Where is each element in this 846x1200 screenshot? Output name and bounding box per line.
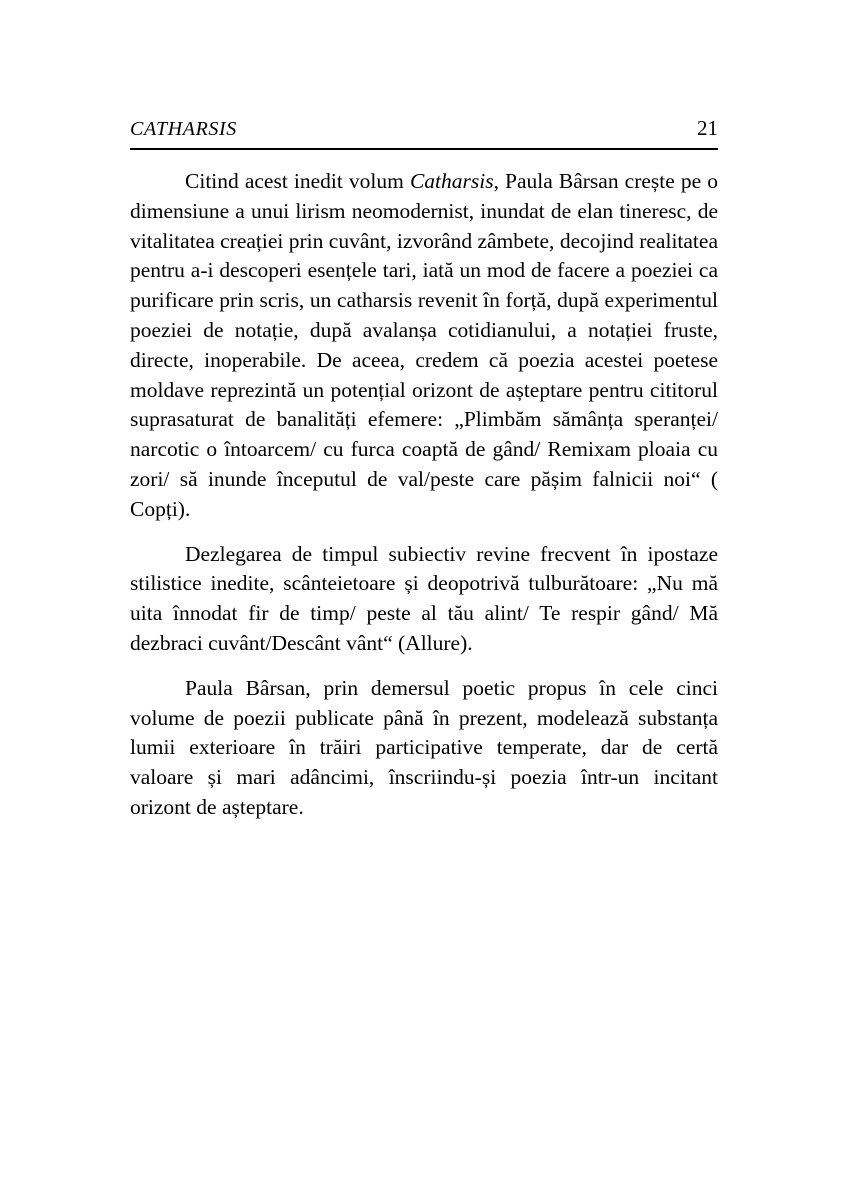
- page-number: 21: [697, 116, 718, 140]
- header-rule: [130, 148, 718, 150]
- book-title-italic: Catharsis: [409, 169, 494, 193]
- paragraph-1-text: Citind acest inedit volum: [185, 169, 410, 193]
- running-head-title: CATHARSIS: [130, 118, 237, 140]
- paragraph-1: [130, 167, 718, 525]
- paragraph-3: Paula Bârsan, prin demersul poetic propus în cele cinci volume de poezii publicate până în prezent, modelează substanța lumii exterioare în trăiri participative temperate, dar de certă valoare și mari adâncimi, înscriindu-și poezia într-un incitant orizont de așteptare.: [130, 675, 718, 819]
- paragraph-2: Dezlegarea de timpul subiectiv revine frecvent în ipostaze stilistice inedite, scânteietoare și deopotrivă tulburătoare: „Nu mă uita înnodat fir de timp/ peste al tău alint/ Te respir gând/ Mă dezbraci cuvânt/Descânt vânt“ (Allure).: [130, 541, 718, 655]
- page-body: [130, 167, 718, 823]
- page-header: [130, 116, 718, 141]
- paragraph-1-text-continued: , Paula Bârsan crește pe o dimensiune a unui lirism neomodernist, inundat de elan tineresc, de vitalitatea creației prin cuvânt, izvorând zâmbete, decojind realitatea pentru a-i descoperi esențele tari, iată un mod de facere a poeziei ca purificare prin scris, un catharsis revenit în forță, după experimentul poeziei de notație, după avalanșa cotidianului, a notației fruste, directe, inoperabile. De aceea, credem că poezia acestei poetese moldave reprezintă un potențial orizont de așteptare pentru cititorul suprasaturat de banalități efemere: „Plimbăm sămânța speranței/ narcotic o întoarcem/ cu furca coaptă de gând/ Remixam ploaia cu zori/ să inunde începutul de val/peste care pășim falnicii noi“ ( Copți).: [130, 169, 718, 521]
